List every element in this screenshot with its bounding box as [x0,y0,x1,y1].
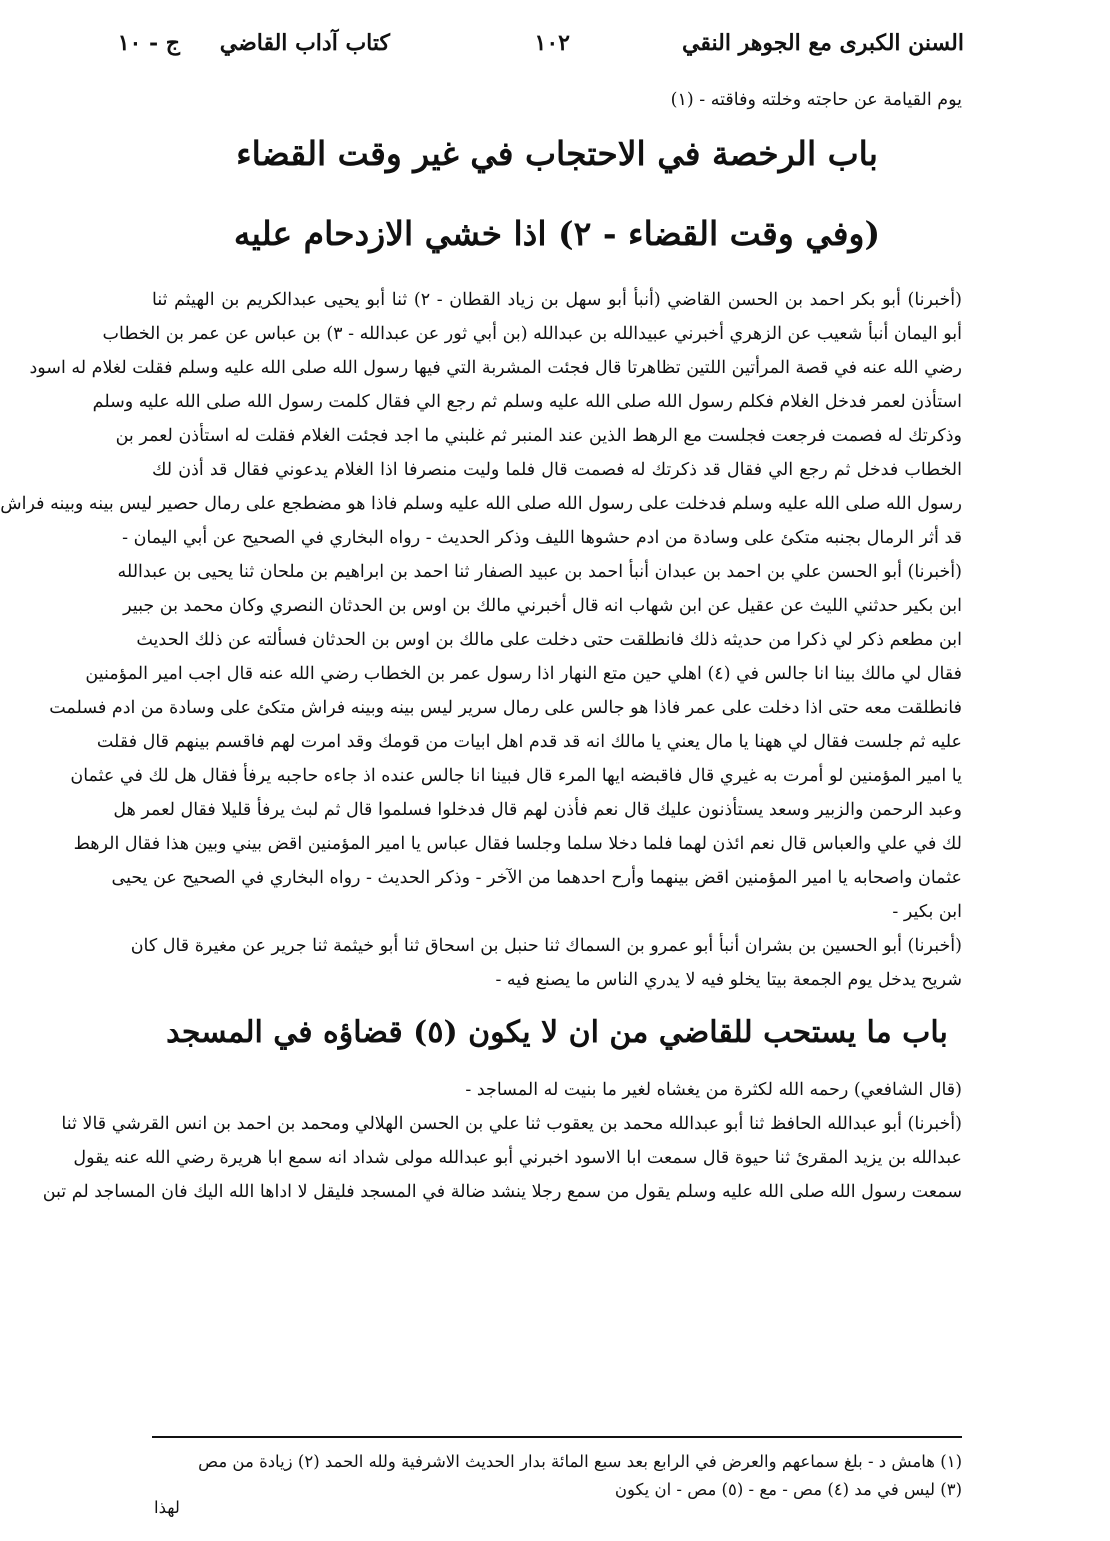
footnote-continuation: لهذا [154,1498,180,1517]
text-line: ابن بكير - [892,902,962,922]
chapter2-title: باب ما يستحب للقاضي من ان لا يكون (٥) قضاؤه في المسجد [166,1015,948,1050]
text-line: شريح يدخل يوم الجمعة بيتا يخلو فيه لا يدري الناس ما يصنع فيه - [495,970,962,990]
text-line: (قال الشافعي) رحمه الله لكثرة من يغشاه لغير ما بنيت له المساجد - [465,1080,962,1100]
text-line: (أخبرنا) أبو بكر احمد بن الحسن القاضي (أنبأ أبو سهل بن زياد القطان - ٢) ثنا أبو يحيى عبدالكريم بن الهيثم ثنا [152,290,962,310]
text-line: عليه ثم جلست فقال لي ههنا يا مال يعني يا مالك انه قد قدم اهل ابيات من قومك وقد امرت لهم فاقسم بينهم قال فقلت [96,732,962,752]
text-line: يا امير المؤمنين لو أمرت به غيري قال فاقبضه ايها المرء قال فبينا انا جالس عنده اذ جاءه حاجبه يرفأ فقال هل لك في عثمان [70,766,962,786]
text-line: قد أثر الرمال بجنبه متكئ على وسادة من ادم حشوها الليف وذكر الحديث - رواه البخاري في الصحيح عن أبي اليمان - [122,528,962,548]
header-section-title: كتاب آداب القاضي [219,30,390,56]
footnote-line: (١) هامش د - بلغ سماعهم والعرض في الرابع بعد سبع المائة بدار الحديث الاشرفية ولله الحمد (٢) زيادة من مص [198,1452,962,1471]
text-line: الخطاب فدخل ثم رجع الي فقال قد ذكرتك له فصمت قال فلما وليت منصرفا اذا الغلام يدعوني فقال قد أذن لك [152,460,962,480]
text-line: سمعت رسول الله صلى الله عليه وسلم يقول من سمع رجلا ينشد ضالة في المسجد فليقل لا اداها الله اليك فان المساجد لم تبن [42,1182,962,1202]
footnote-line: (٣) ليس في مد (٤) مص - مع - (٥) مص - ان يكون [614,1480,962,1499]
text-line: وذكرتك له فصمت فرجعت فجلست مع الرهط الذين عند المنبر ثم غلبني ما اجد فجئت الغلام فقلت له استأذن لعمر بن [115,426,962,446]
text-line: ابن بكير حدثني الليث عن عقيل عن ابن شهاب انه قال أخبرني مالك بن اوس بن الحدثان النصري وكان محمد بن جبير [123,596,962,616]
text-line: عبدالله بن يزيد المقرئ ثنا حيوة قال سمعت ابا الاسود اخبرني أبو عبدالله مولى شداد انه سمع ابا هريرة رضي الله عنه يقول [73,1148,962,1168]
text-line: استأذن لعمر فدخل الغلام فكلم رسول الله صلى الله عليه وسلم ثم رجع الي فقال كلمت رسول الله صلى الله عليه وسلم [92,392,962,412]
chapter-title-line1: باب الرخصة في الاحتجاب في غير وقت القضاء [236,134,878,173]
text-line: فقال لي مالك بينا انا جالس في (٤) اهلي حين متع النهار اذا رسول عمر بن الخطاب رضي الله عنه قال اجب امير المؤمنين [85,664,962,684]
header-volume: ج - ١٠ [117,30,180,56]
text-line: وعبد الرحمن والزبير وسعد يستأذنون عليك قال نعم فأذن لهم قال فدخلوا فسلموا قال ثم لبث يرفأ قليلا فقال لعمر هل [113,800,962,820]
text-line: (أخبرنا) أبو عبدالله الحافظ ثنا أبو عبدالله محمد بن يعقوب ثنا علي بن الحسن الهلالي ومحمد بن احمد بن انس القرشي قالا ثنا [61,1114,962,1134]
intro-line: يوم القيامة عن حاجته وخلته وفاقته - (١) [670,90,962,110]
text-line: رسول الله صلى الله عليه وسلم فدخلت على رسول الله صلى الله عليه وسلم فاذا هو مضطجع على رمال حصير ليس بينه وبينه فراش [0,494,962,514]
header-page-number: ١٠٢ [534,30,570,56]
text-line: (أخبرنا) أبو الحسن علي بن احمد بن عبدان أنبأ احمد بن عبيد الصفار ثنا احمد بن ابراهيم بن ملحان ثنا يحيى بن عبدالله [117,562,962,582]
text-line: عثمان واصحابه يا امير المؤمنين اقض بينهما وأرح احدهما من الآخر - وذكر الحديث - رواه البخاري في الصحيح عن يحيى [111,868,962,888]
text-line: فانطلقت معه حتى اذا دخلت على عمر فاذا هو جالس على رمال سرير ليس بينه وبينه فراش متكئ على وسادة من ادم فسلمت [49,698,962,718]
text-line: لك في علي والعباس قال نعم ائذن لهما فلما دخلا سلما وجلسا فقال عباس يا امير المؤمنين اقض بيني وبين هذا فقال الرهط [73,834,962,854]
footnote-divider [152,1436,962,1438]
text-line: ابن مطعم ذكر لي ذكرا من حديثه ذلك فانطلقت حتى دخلت على مالك بن اوس بن الحدثان فسألته عن ذلك الحديث [136,630,962,650]
text-line: أبو اليمان أنبأ شعيب عن الزهري أخبرني عبيدالله بن عبدالله (بن أبي ثور عن عبدالله - ٣) بن عباس عن عمر بن الخطاب [102,324,962,344]
chapter-title-line2: (وفي وقت القضاء - ٢) اذا خشي الازدحام عليه [233,214,881,253]
text-line: رضي الله عنه في قصة المرأتين اللتين تظاهرتا قال فجئت المشربة التي فيها رسول الله صلى الله عليه وسلم فقلت لغلام له اسود [29,358,962,378]
text-line: (أخبرنا) أبو الحسين بن بشران أنبأ أبو عمرو بن السماك ثنا حنبل بن اسحاق ثنا أبو خيثمة ثنا جرير عن مغيرة قال كان [130,936,962,956]
header-book-title: السنن الكبرى مع الجوهر النقي [682,30,964,56]
